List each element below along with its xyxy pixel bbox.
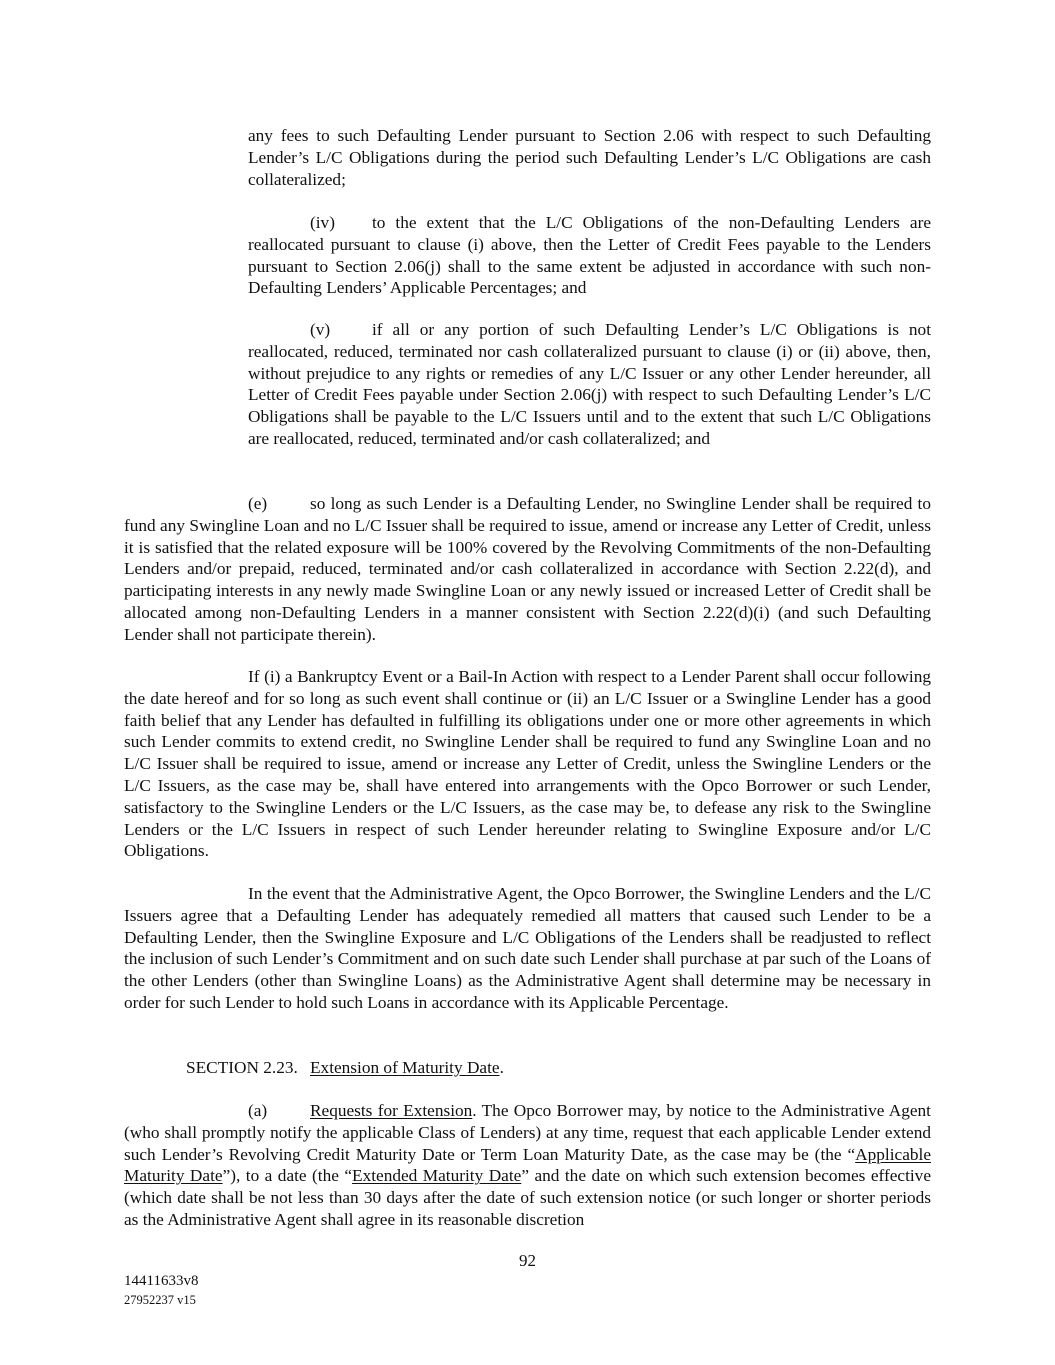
defined-term-applicable-maturity-date: Applicable Maturity Date [124, 1144, 931, 1186]
section-heading [186, 1057, 931, 1079]
clause-text: if all or any portion of such Defaulting Lender’s L/C Obligations is not reallocated, reduced, terminated nor cash collateralized pursuant to clause (i) or (ii) above, then, without prejudice to any rights or remedies of any L/C Issuer or any other Lender hereunder, all Letter of Credit Fees payable under Section 2.06(j) with respect to such Defaulting Lender’s L/C Obligations shall be payable to the L/C Issuers until and to the extent that such L/C Obligations are reallocated, reduced, terminated and/or cash collateralized; and [248, 320, 931, 448]
clause-number: (v) [310, 320, 331, 339]
defined-term-extended-maturity-date: Extended Maturity Date [352, 1166, 522, 1186]
subsection-text-2: ”), to a date (the “ [222, 1166, 353, 1186]
paragraph-remedied-defaulting-lender: In the event that the Administrative Agent, the Opco Borrower, the Swingline Lenders and the L/C Issuers agree that a Defaulting Lender has adequately remedied all matters that caused such Lender to be a Defaulting Lender, then the Swingline Exposure and L/C Obligations of the Lenders shall be readjusted to reflect the inclusion of such Lender’s Commitment and on such date such Lender shall purchase at par such of the Loans of the other Lenders (other than Swingline Loans) as the Administrative Agent shall determine may be necessary in order for such Lender to hold such Loans in accordance with its Applicable Percentage. [124, 884, 931, 1012]
subsection-text-1: . The Opco Borrower may, by notice to the Administrative Agent (who shall promptly notify the applicable Class of Lenders) at any time, request that each applicable Lender extend such Lender’s Revolving Credit Maturity Date or Term Loan Maturity Date, as the case may be (the “ [124, 1101, 931, 1164]
document-id-primary: 14411633v8 [124, 1273, 199, 1289]
document-id-secondary: 27952237 v15 [124, 1293, 196, 1307]
section-number: SECTION 2.23. [186, 1058, 298, 1077]
clause-text: so long as such Lender is a Defaulting Lender, no Swingline Lender shall be required to fund any Swingline Loan and no L/C Issuer shall be required to issue, amend or increase any Letter of Credit, unless it is satisfied that the related exposure will be 100% covered by the Revolving Commitments of the non-Defaulting Lenders and/or prepaid, reduced, terminated and/or cash collateralized in accordance with Section 2.22(d), and participating interests in any newly made Swingline Loan or any newly issued or increased Letter of Credit shall be allocated among non-Defaulting Lenders in a manner consistent with Section 2.22(d)(i) (and such Defaulting Lender shall not participate therein). [124, 494, 931, 644]
paragraph-clause-e [124, 493, 931, 646]
subsection-text-3: ” and the date on which such extension becomes effective (which date shall be not less than 30 days after the date of such extension notice (or such longer or shorter periods as the Administrative Agent shall agree in its reasonable discretion [124, 1166, 931, 1229]
page-number: 92 [519, 1251, 536, 1270]
clause-number: (e) [248, 494, 268, 513]
paragraph-bankruptcy-event: If (i) a Bankruptcy Event or a Bail-In Action with respect to a Lender Parent shall occur following the date hereof and for so long as such event shall continue or (ii) an L/C Issuer or a Swingline Lender has a good faith belief that any Lender has defaulted in fulfilling its obligations under one or more other agreements in which such Lender commits to extend credit, no Swingline Lender shall be required to fund any Swingline Loan and no L/C Issuer shall be required to issue, amend or increase any Letter of Credit, unless the Swingline Lenders or the L/C Issuers, as the case may be, shall have entered into arrangements with the Opco Borrower or such Lender, satisfactory to the Swingline Lenders or the L/C Issuers, as the case may be, to defease any risk to the Swingline Lenders or the L/C Issuers in respect of such Lender hereunder relating to Swingline Exposure and/or L/C Obligations. [124, 667, 931, 861]
paragraph-clause-v [248, 319, 931, 450]
clause-text: to the extent that the L/C Obligations of the non-Defaulting Lenders are reallocated pursuant to clause (i) above, then the Letter of Credit Fees payable to the Lenders pursuant to Section 2.06(j) shall to the same extent be adjusted in accordance with such non-Defaulting Lenders’ Applicable Percentages; and [248, 213, 931, 298]
paragraph-clause-iv [248, 212, 931, 299]
paragraph-fees-cash-collateralized: any fees to such Defaulting Lender pursuant to Section 2.06 with respect to such Defaulting Lender’s L/C Obligations during the period such Defaulting Lender’s L/C Obligations are cash collateralized; [248, 126, 931, 189]
subsection-heading: Requests for Extension [310, 1101, 473, 1120]
clause-number: (a) [248, 1101, 268, 1120]
paragraph-requests-for-extension [124, 1100, 931, 1231]
clause-number: (iv) [310, 213, 335, 232]
section-period: . [499, 1058, 504, 1077]
section-title: Extension of Maturity Date [310, 1058, 500, 1077]
